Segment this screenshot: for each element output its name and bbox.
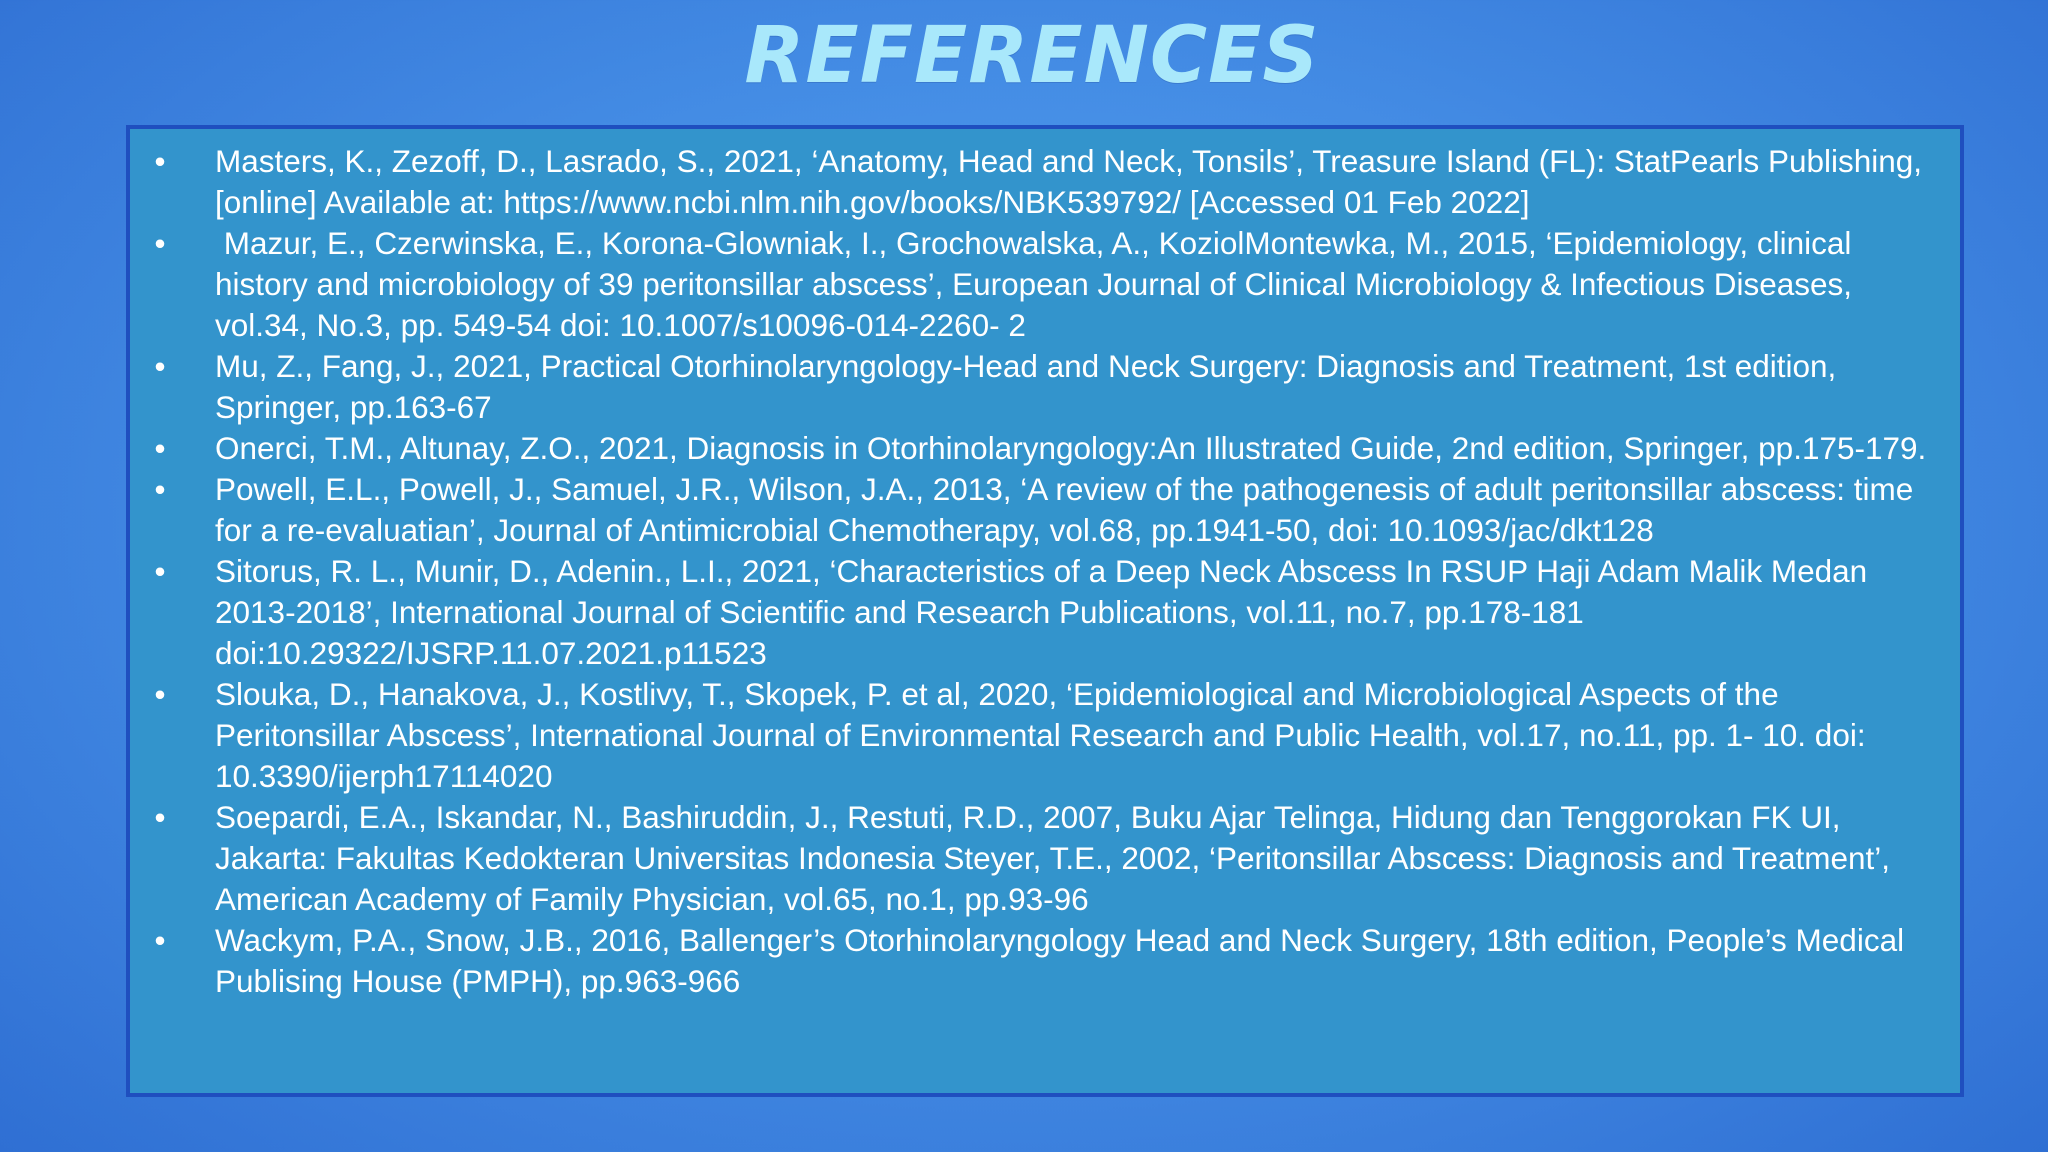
reference-text: Powell, E.L., Powell, J., Samuel, J.R., Wilson, J.A., 2013, ‘A review of the pathogenesis of adult peritonsillar abscess: time for a re-evaluatian’, Journal of Antimicrobial Chemotherapy, vol.68, pp.1941-50, doi: 10.1093/jac/dkt128 xyxy=(215,471,1914,548)
reference-item xyxy=(130,428,1940,469)
reference-item xyxy=(130,141,1940,223)
bullet-icon: • xyxy=(154,348,166,384)
reference-item xyxy=(130,920,1940,1002)
bullet-icon: • xyxy=(154,225,166,261)
bullet-icon: • xyxy=(154,430,166,466)
reference-item xyxy=(130,797,1940,920)
bullet-icon: • xyxy=(154,553,166,589)
reference-item xyxy=(130,223,1940,346)
bullet-icon: • xyxy=(154,143,166,179)
reference-item xyxy=(130,674,1940,797)
reference-item xyxy=(130,551,1940,674)
bullet-icon: • xyxy=(154,922,166,958)
references-box xyxy=(126,125,1964,1097)
reference-text: Mazur, E., Czerwinska, E., Korona-Glowniak, I., Grochowalska, A., KoziolMontewka, M., 2015, ‘Epidemiology, clinical history and microbiology of 39 peritonsillar abscess’, European Journal of Clinical Microbiology & Infectious Diseases, vol.34, No.3, pp. 549-54 doi: 10.1007/s10096-014-2260- 2 xyxy=(215,225,1861,343)
reference-text: Slouka, D., Hanakova, J., Kostlivy, T., Skopek, P. et al, 2020, ‘Epidemiological and Microbiological Aspects of the Peritonsillar Abscess’, International Journal of Environmental Research and Public Health, vol.17, no.11, pp. 1- 10. doi: 10.3390/ijerph17114020 xyxy=(215,676,1866,794)
reference-text: Soepardi, E.A., Iskandar, N., Bashiruddin, J., Restuti, R.D., 2007, Buku Ajar Telinga, Hidung dan Tenggorokan FK UI, Jakarta: Fakultas Kedokteran Universitas Indonesia Steyer, T.E., 2002, ‘Peritonsillar Abscess: Diagnosis and Treatment’, American Academy of Family Physician, vol.65, no.1, pp.93-96 xyxy=(215,799,1891,917)
reference-text: Onerci, T.M., Altunay, Z.O., 2021, Diagnosis in Otorhinolaryngology:An Illustrated Guide, 2nd edition, Springer, pp.175-179. xyxy=(215,430,1927,466)
reference-text: Masters, K., Zezoff, D., Lasrado, S., 2021, ‘Anatomy, Head and Neck, Tonsils’, Treasure Island (FL): StatPearls Publishing, [online] Available at: https://www.ncbi.nlm.nih.gov/books/NBK539792/ [Accessed 01 Feb 2022] xyxy=(215,143,1923,220)
bullet-icon: • xyxy=(154,676,166,712)
reference-text: Wackym, P.A., Snow, J.B., 2016, Ballenger’s Otorhinolaryngology Head and Neck Surgery, 18th edition, People’s Medical Publising House (PMPH), pp.963-966 xyxy=(215,922,1905,999)
reference-item xyxy=(130,346,1940,428)
slide-title: REFERENCES xyxy=(744,11,1320,101)
reference-list xyxy=(130,129,1960,1002)
reference-text: Sitorus, R. L., Munir, D., Adenin., L.I., 2021, ‘Characteristics of a Deep Neck Abscess In RSUP Haji Adam Malik Medan 2013-2018’, International Journal of Scientific and Research Publications, vol.11, no.7, pp.178-181 doi:10.29322/IJSRP.11.07.2021.p11523 xyxy=(215,553,1868,671)
reference-text: Mu, Z., Fang, J., 2021, Practical Otorhinolaryngology-Head and Neck Surgery: Diagnosis and Treatment, 1st edition, Springer, pp.163-67 xyxy=(215,348,1837,425)
reference-item xyxy=(130,469,1940,551)
bullet-icon: • xyxy=(154,799,166,835)
bullet-icon: • xyxy=(154,471,166,507)
